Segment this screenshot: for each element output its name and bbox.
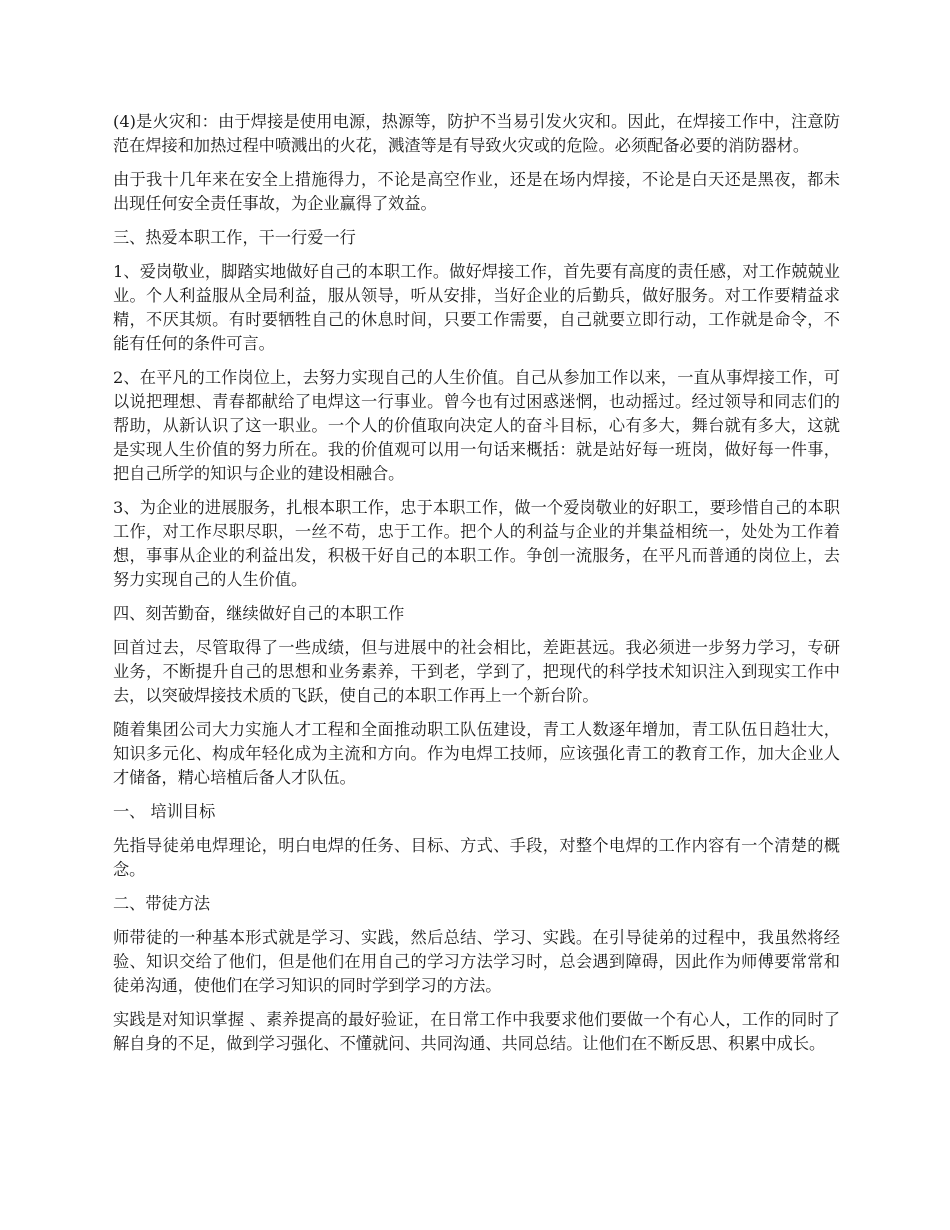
section-heading-diligence: 四、刻苦勤奋，继续做好自己的本职工作 [113, 604, 405, 623]
paragraph-dedication-2: 2、在平凡的工作岗位上，去努力实现自己的人生价值。自己从参加工作以来，一直从事焊接工作，可以说把理想、青春都献给了电焊这一行事业。曾今也有过困惑迷惘，也动摇过。经过领导和同志们的帮助，从新认识了这一职业。一个人的价值取向决定人的奋斗目标，心有多大，舞台就有多大，这就是实现人生价值的努力所在。我的价值观可以用一句话来概括：就是站好每一班岗，做好每一件事，把自己所学的知识与企业的建设相融合。 [113, 368, 840, 483]
paragraph-training-goal: 先指导徒弟电焊理论，明白电焊的任务、目标、方式、手段，对整个电焊的工作内容有一个清楚的概念。 [113, 836, 840, 879]
paragraph-looking-back: 回首过去，尽管取得了一些成绩，但与进展中的社会相比，差距甚远。我必须进一步努力学习，专研业务，不断提升自己的思想和业务素养，干到老，学到了，把现代的科学技术知识注入到现实工作中去，以突破焊接技术质的飞跃，使自己的本职工作再上一个新台阶。 [113, 638, 840, 705]
paragraph-fire-hazard: (4)是火灾和：由于焊接是使用电源，热源等，防护不当易引发火灾和。因此，在焊接工作中，注意防范在焊接和加热过程中喷溅出的火花，溅渣等是有导致火灾或的危险。必须配备必要的消防器材。 [113, 112, 840, 155]
section-heading-love-work: 三、热爱本职工作，干一行爱一行 [113, 228, 356, 247]
section-heading-mentoring-method: 二、带徒方法 [113, 894, 211, 913]
paragraph-dedication-3: 3、为企业的进展服务，扎根本职工作，忠于本职工作，做一个爱岗敬业的好职工，要珍惜自己的本职工作，对工作尽职尽职，一丝不苟，忠于工作。把个人的利益与企业的并集益相统一，处处为工作着想，事事从企业的利益出发，积极干好自己的本职工作。争创一流服务，在平凡而普通的岗位上，去努力实现自己的人生价值。 [113, 498, 840, 589]
paragraph-practice: 实践是对知识掌握 、素养提高的最好验证，在日常工作中我要求他们要做一个有心人，工作的同时了解自身的不足，做到学习强化、不懂就问、共同沟通、共同总结。让他们在不断反思、积累中成长。 [113, 1010, 840, 1053]
section-heading-training-goal: 一、 培训目标 [113, 802, 216, 821]
paragraph-safety-record: 由于我十几年来在安全上措施得力，不论是高空作业，还是在场内焊接，不论是白天还是黑夜，都未出现任何安全责任事故，为企业赢得了效益。 [113, 170, 840, 213]
paragraph-mentoring-method: 师带徒的一种基本形式就是学习、实践，然后总结、学习、实践。在引导徒弟的过程中，我虽然将经验、知识交给了他们，但是他们在用自己的学习方法学习时，总会遇到障碍，因此作为师傅要常常和徒弟沟通，使他们在学习知识的同时学到学习的方法。 [113, 928, 840, 995]
document-page [113, 110, 840, 1066]
paragraph-dedication-1: 1、爱岗敬业，脚踏实地做好自己的本职工作。做好焊接工作，首先要有高度的责任感，对工作兢兢业业。个人利益服从全局利益，服从领导，听从安排，当好企业的后勤兵，做好服务。对工作要精益求精，不厌其烦。有时要牺牲自己的休息时间，只要工作需要，自己就要立即行动，工作就是命令，不能有任何的条件可言。 [113, 262, 840, 353]
paragraph-talent-building: 随着集团公司大力实施人才工程和全面推动职工队伍建设，青工人数逐年增加，青工队伍日趋壮大，知识多元化、构成年轻化成为主流和方向。作为电焊工技师，应该强化青工的教育工作，加大企业人才储备，精心培植后备人才队伍。 [113, 720, 840, 787]
